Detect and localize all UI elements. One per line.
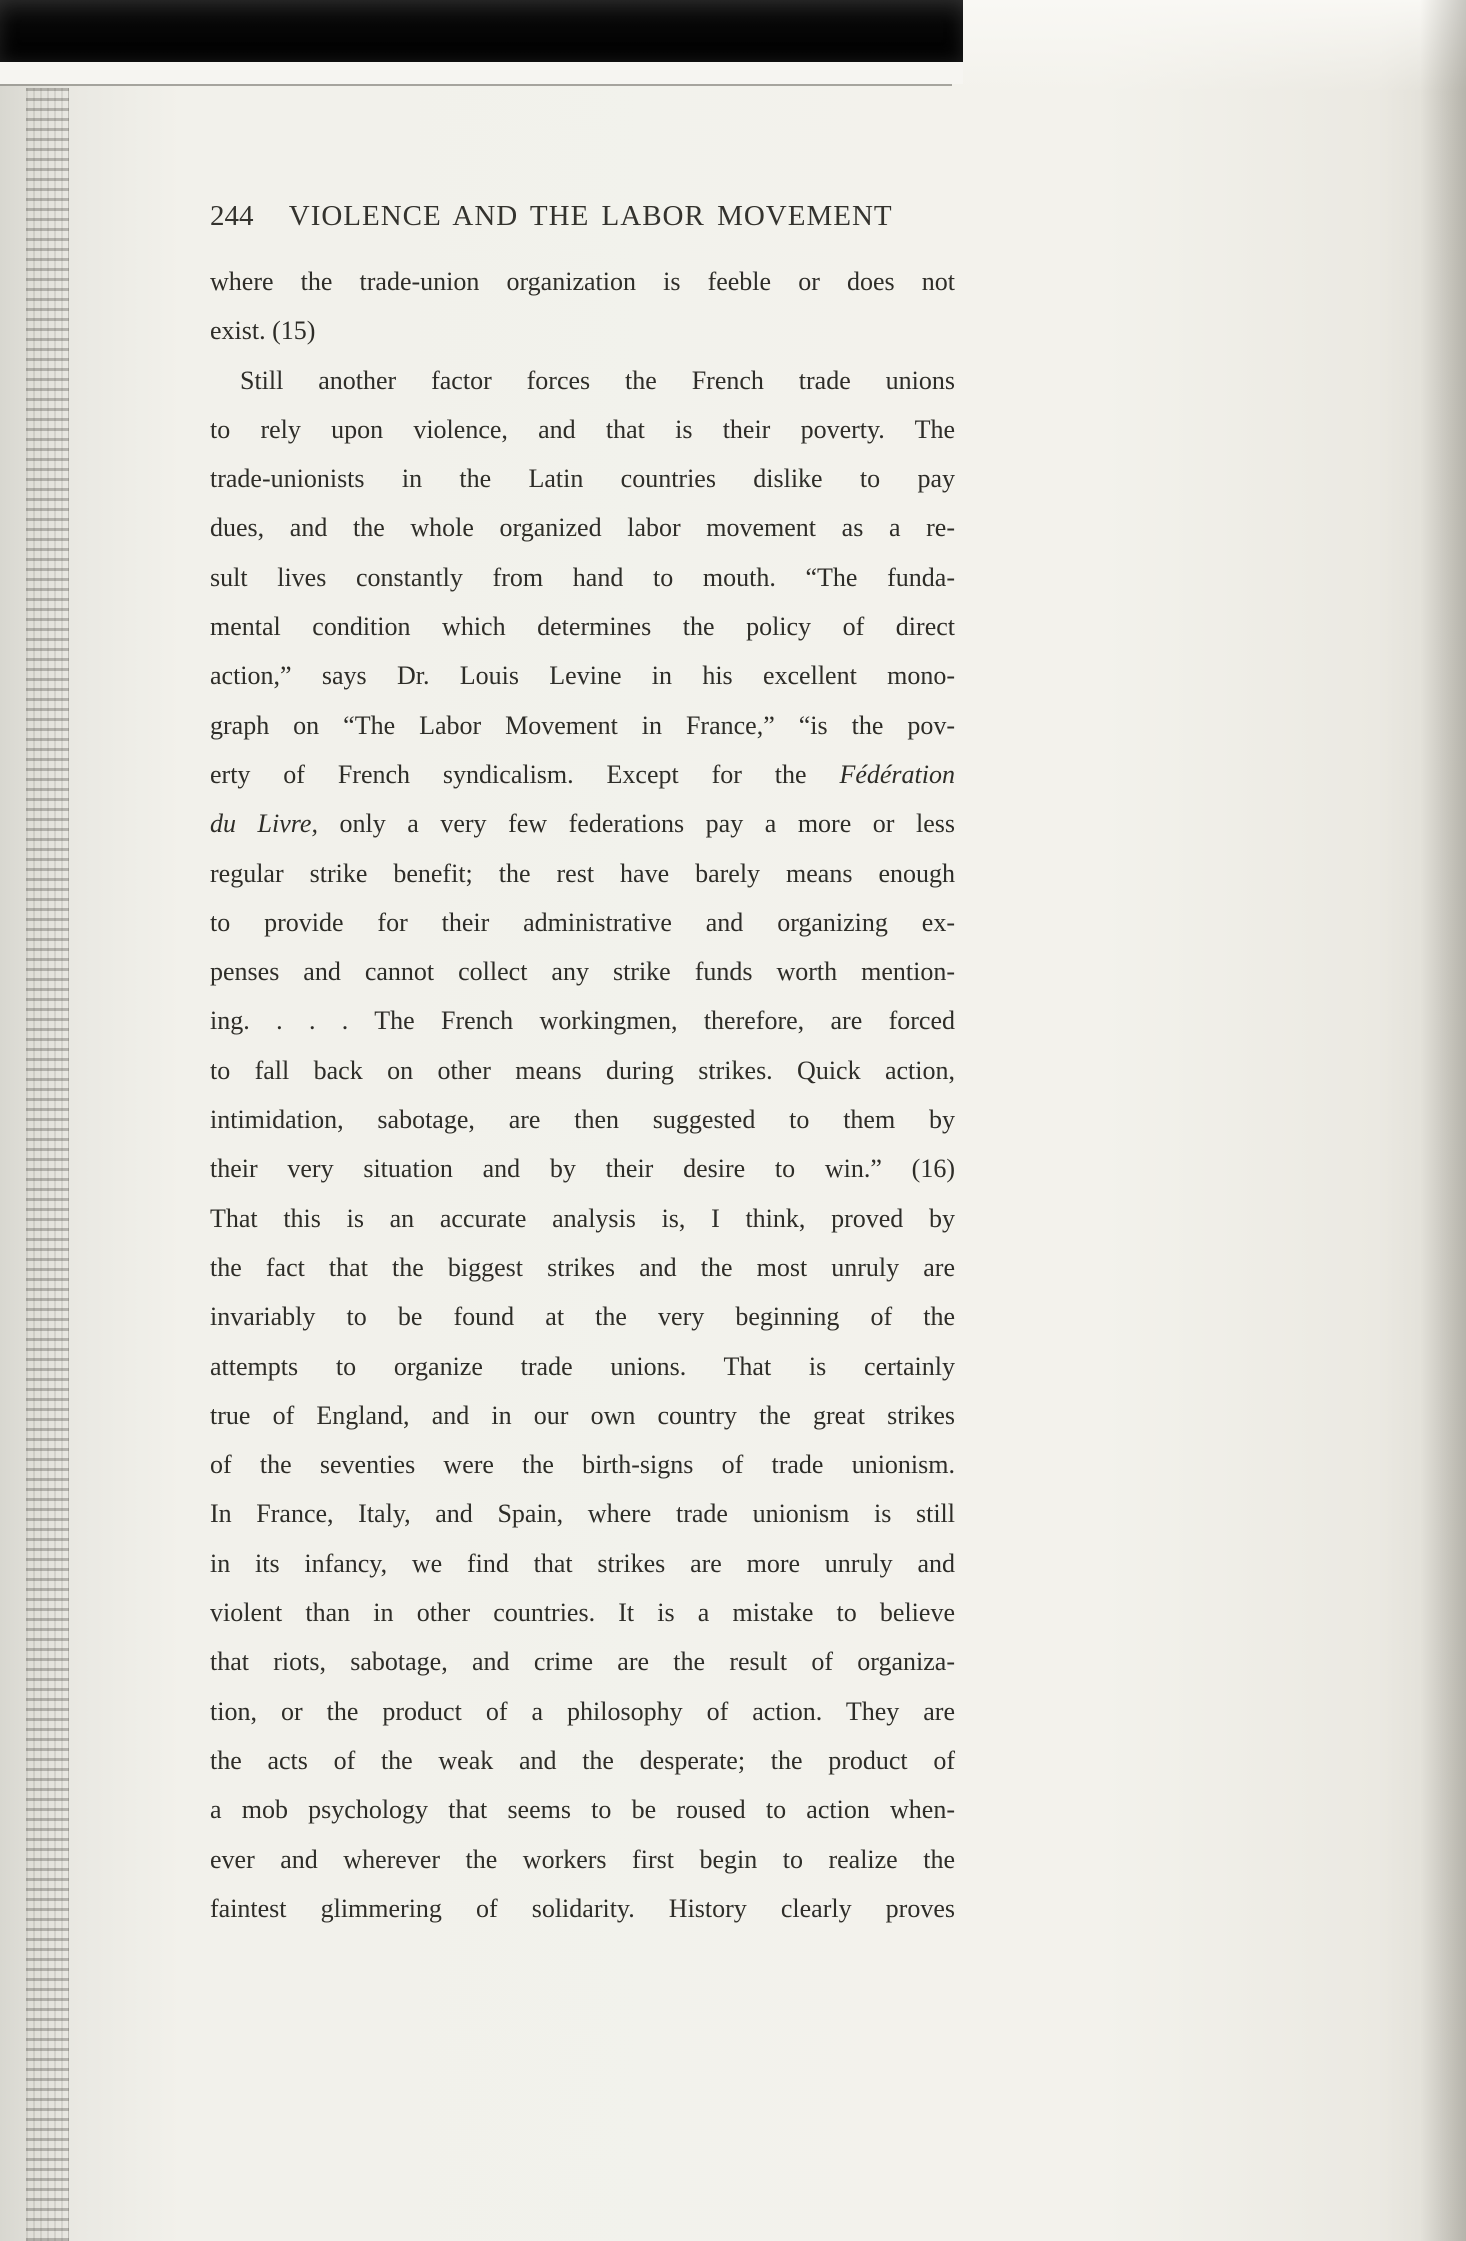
text-line [210, 1292, 955, 1341]
text-segment: invariably to be found at the very beginning of the [210, 1302, 955, 1332]
text-line [210, 1884, 955, 1933]
text-segment: ing. . . . The French workingmen, therefore, are forced [210, 1006, 955, 1036]
text-line [210, 1243, 955, 1292]
text-line [210, 1342, 955, 1391]
text-line [210, 1095, 955, 1144]
text-segment: In France, Italy, and Spain, where trade unionism is still [210, 1499, 955, 1529]
scan-artifact-top-right-light [963, 0, 1466, 92]
text-line [210, 1785, 955, 1834]
text-segment: their very situation and by their desire to win.” (16) [210, 1154, 955, 1184]
text-segment: Still another factor forces the French trade unions [240, 365, 955, 395]
text-segment: only a very few federations pay a more or less [317, 809, 955, 839]
text-segment: the fact that the biggest strikes and the most unruly are [210, 1252, 955, 1282]
text-segment: That this is an accurate analysis is, I think, proved by [210, 1203, 955, 1233]
text-segment: erty of French syndicalism. Except for the [210, 759, 840, 789]
text-line [210, 503, 955, 552]
text-line [210, 651, 955, 700]
scan-artifact-binding-edge [26, 88, 69, 2241]
text-line [210, 898, 955, 947]
text-segment: of the seventies were the birth-signs of trade unionism. [210, 1450, 955, 1480]
scan-artifact-top-gap [0, 62, 963, 84]
text-segment: graph on “The Labor Movement in France,” “is the pov- [210, 710, 955, 740]
text-segment: to rely upon violence, and that is their poverty. The [210, 414, 955, 444]
text-line [210, 1391, 955, 1440]
text-segment: dues, and the whole organized labor movement as a re- [210, 513, 955, 543]
text-segment: tion, or the product of a philosophy of action. They are [210, 1696, 955, 1726]
text-line [210, 1687, 955, 1736]
text-segment: sult lives constantly from hand to mouth. “The funda- [210, 562, 955, 592]
text-segment: in its infancy, we find that strikes are more unruly and [210, 1548, 955, 1578]
text-segment: regular strike benefit; the rest have barely means enough [210, 858, 955, 888]
text-segment: violent than in other countries. It is a mistake to believe [210, 1598, 955, 1628]
running-title: VIOLENCE AND THE LABOR MOVEMENT [288, 200, 893, 232]
text-line [210, 701, 955, 750]
text-segment: true of England, and in our own country the great strikes [210, 1400, 955, 1430]
text-line [210, 1835, 955, 1884]
text-segment: mental condition which determines the policy of direct [210, 612, 955, 642]
text-segment: that riots, sabotage, and crime are the result of organiza- [210, 1647, 955, 1677]
text-line [210, 1736, 955, 1785]
text-segment: penses and cannot collect any strike funds worth mention- [210, 957, 955, 987]
scan-artifact-top-bar [0, 0, 963, 62]
text-line [210, 602, 955, 651]
text-line [210, 356, 955, 405]
text-segment: trade-unionists in the Latin countries dislike to pay [210, 464, 955, 494]
text-line [210, 306, 955, 355]
text-line [210, 799, 955, 848]
text-line [210, 750, 955, 799]
text-segment: action,” says Dr. Louis Levine in his excellent mono- [210, 661, 955, 691]
scan-artifact-right-shadow [1420, 0, 1466, 2241]
text-line [210, 1539, 955, 1588]
text-line [210, 1046, 955, 1095]
text-line [210, 996, 955, 1045]
text-line [210, 1489, 955, 1538]
page-number: 244 [210, 200, 254, 232]
scan-artifact-page-edge-line [0, 84, 952, 86]
text-segment: the acts of the weak and the desperate; the product of [210, 1745, 955, 1775]
text-segment: ever and wherever the workers first begin to realize the [210, 1844, 955, 1874]
text-line [210, 1588, 955, 1637]
text-segment: to fall back on other means during strikes. Quick action, [210, 1055, 955, 1085]
text-segment: attempts to organize trade unions. That is certainly [210, 1351, 955, 1381]
text-segment: exist. (15) [210, 316, 316, 346]
text-segment: a mob psychology that seems to be roused to action when- [210, 1795, 955, 1825]
running-header [210, 200, 955, 233]
text-line [210, 257, 955, 306]
text-segment: faintest glimmering of solidarity. History clearly proves [210, 1893, 955, 1923]
text-segment: where the trade-union organization is feeble or does not [210, 267, 955, 296]
italic-text-segment: Fédération [839, 759, 955, 789]
text-segment: to provide for their administrative and organizing ex- [210, 907, 955, 937]
italic-text-segment: du Livre, [210, 809, 318, 839]
text-line [210, 454, 955, 503]
text-line [210, 405, 955, 454]
text-line [210, 947, 955, 996]
text-line [210, 1194, 955, 1243]
text-line [210, 1637, 955, 1686]
text-segment: intimidation, sabotage, are then suggested to them by [210, 1105, 955, 1135]
text-line [210, 1144, 955, 1193]
text-line [210, 1440, 955, 1489]
text-line [210, 553, 955, 602]
body-text [210, 257, 955, 1933]
text-line [210, 849, 955, 898]
